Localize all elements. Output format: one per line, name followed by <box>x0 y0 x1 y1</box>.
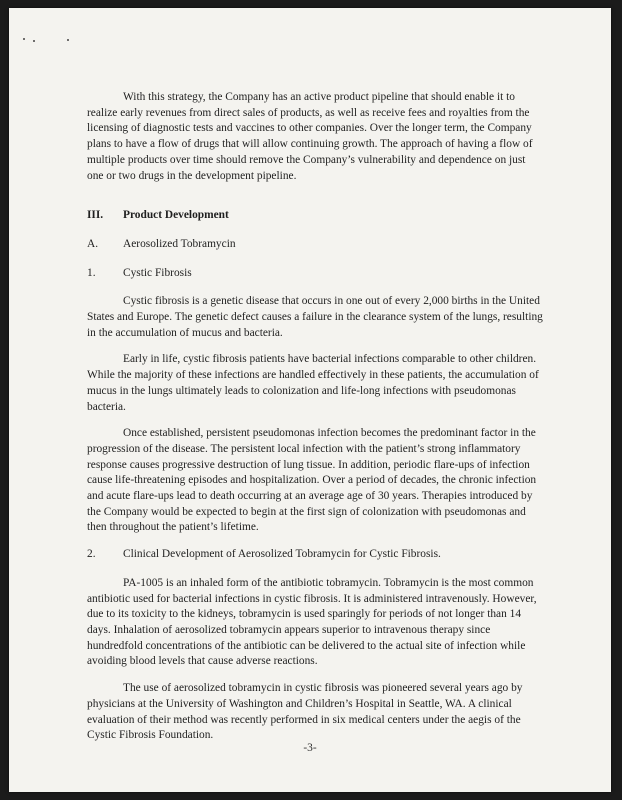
paragraph-cf-definition: Cystic fibrosis is a genetic disease that occurs in one out of every 2,000 births in the United States and Europe. The genetic defect causes a failure in the clearance system of the lungs, resulting in the accumulation of mucus and bacteria. <box>87 295 543 339</box>
scan-specks <box>23 36 83 46</box>
subsection-2-number: 2. <box>87 548 96 561</box>
document-body <box>87 90 543 744</box>
subsection-2-title: Clinical Development of Aerosolized Tobramycin for Cystic Fibrosis. <box>123 548 441 561</box>
subsection-1-title: Cystic Fibrosis <box>123 266 192 279</box>
section-heading <box>87 208 543 224</box>
paragraph-cf-early-life: Early in life, cystic fibrosis patients have bacterial infections comparable to other children. While the majority of these infections are handled effectively in these patients, the accumulation of mucus in the lungs ultimately leads to colonization and life-long infections with pseudomonas bacteria. <box>87 353 539 413</box>
subsection-a-heading <box>87 237 543 253</box>
section-title: Product Development <box>123 209 229 222</box>
subsection-a-number: A. <box>87 237 99 250</box>
paragraph-strategy: With this strategy, the Company has an active product pipeline that should enable it to realize early revenues from direct sales of products, as well as receive fees and royalties from the licensing of diagnostic tests and vaccines to other companies. Over the longer term, the Company plans to have a flow of drugs that will allow continuing growth. The approach of having a flow of multiple products over time should remove the Company’s vulnerability and dependence on just one or two drugs in the development pipeline. <box>87 91 533 182</box>
subsection-2-heading <box>87 547 543 563</box>
subsection-1-heading <box>87 266 543 282</box>
subsection-1-number: 1. <box>87 266 96 279</box>
paragraph-aerosolized-use: The use of aerosolized tobramycin in cystic fibrosis was pioneered several years ago by physicians at the University of Washington and Children’s Hospital in Seattle, WA. A clinical evaluation of their method was recently performed in six medical centers under the aegis of the Cystic Fibrosis Foundation. <box>87 682 523 742</box>
subsection-a-title: Aerosolized Tobramycin <box>123 237 236 250</box>
page-number: -3- <box>303 742 317 754</box>
paragraph-pa1005: PA-1005 is an inhaled form of the antibiotic tobramycin. Tobramycin is the most common antibiotic used for bacterial infections in cystic fibrosis. It is administered intravenously. However, due to its toxicity to the kidneys, tobramycin is used sparingly for periods of not longer than 14 days. Inhalation of aerosolized tobramycin appears superior to intravenous therapy since hundredfold concentrations of the antibiotic can be delivered to the actual site of infection while avoiding blood levels that cause adverse reactions. <box>87 576 537 668</box>
section-number: III. <box>87 209 104 222</box>
paragraph-cf-progression: Once established, persistent pseudomonas infection becomes the predominant factor in the progression of the disease. The persistent local infection with the patient’s strong inflammatory response causes progressive destruction of lung tissue. In addition, periodic flare-ups of infection cause life-threatening episodes and hospitalization. Over a period of decades, the chronic infection and acute flare-ups lead to death occurring at an average age of 30 years. Therapies introduced by the Company would be expected to begin at the first sign of colonization with pseudomonas and then throughout the patient’s lifetime. <box>87 427 537 534</box>
document-page <box>9 8 611 792</box>
